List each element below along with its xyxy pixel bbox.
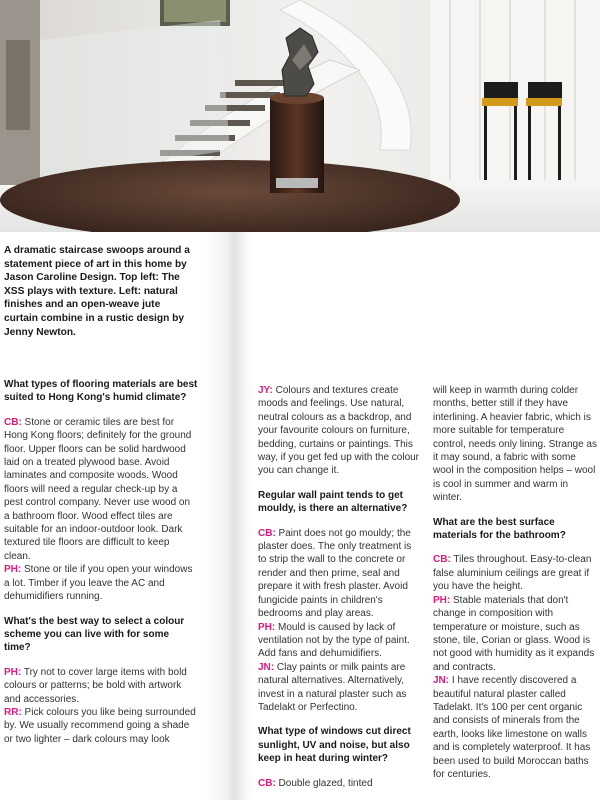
text-column-1 (4, 378, 198, 746)
answer (258, 661, 420, 715)
answer (4, 416, 198, 563)
speaker-initials: RR: (4, 706, 22, 718)
answer-text: Mould is caused by lack of ventilation not by the type of paint. Add fans and dehumidifiers. (258, 621, 410, 660)
speaker-initials: PH: (258, 621, 276, 633)
speaker-initials: JY: (258, 385, 273, 396)
question: What type of windows cut direct sunlight, UV and noise, but also keep in heat during winter? (258, 726, 411, 765)
answer-text: Paint does not go mouldy; the plaster does. The only treatment is to strip the wall to the concrete or render and then prime, seal and prepare it with fresh plaster. Avoid fungicide paints in children's bedrooms and play areas. (258, 527, 412, 620)
answer-text: Clay paints or milk paints are natural alternatives. Alternatively, invest in a natural plaster such as Tadelakt or Perfectino. (258, 661, 407, 713)
question: What's the best way to select a colour scheme you can live with for some time? (4, 615, 185, 654)
answer (258, 384, 420, 478)
answer (4, 666, 198, 706)
answer-text: Colours and textures create moods and feelings. Use natural, neutral colours as a backdrop, and your favourite colours on furniture, bedding, curtains or paintings. This way, if you get fed up with the colour you can change it. (258, 385, 420, 477)
answer-text: Pick colours you like being surrounded by. We usually recommend going a shade or two lighter – dark colours may look (4, 706, 196, 745)
magazine-spread (0, 232, 600, 800)
speaker-initials: PH: (4, 564, 22, 576)
text-column-3 (433, 384, 597, 781)
speaker-initials: JN: (433, 675, 450, 687)
answer-text: Stone or ceramic tiles are best for Hong Kong floors; definitely for the ground floor. Upper floors can be solid hardwood laid on a treated plywood base. Avoid laminates and composite woods. Wood floors will need a regular check-up by a pest control company. Never use wood on a bathroom floor. Wood effect tiles are suitable for an indoor-outdoor look. Dark textured tile floors are difficult to keep clean. (4, 416, 192, 562)
speaker-initials: PH: (4, 666, 22, 678)
answer-text: Stone or tile if you open your windows a lot. Timber if you leave the AC and dehumidifiers running. (4, 564, 193, 603)
answer-text: will keep in warmth during colder months, better still if they have interlining. A heavier fabric, which is more suitable for temperature control, needs only lining. Strange as it may sound, a fabric with some wool in the composition helps – wool is cool in summer and warm in winter. (433, 385, 597, 504)
answer-text: Try not to cover large items with bold colours or patterns; be bold with artwork and accessories. (4, 666, 187, 705)
speaker-initials: JN: (258, 661, 275, 673)
speaker-initials: CB: (4, 416, 22, 428)
answer (4, 706, 198, 746)
speaker-initials: CB: (258, 777, 276, 789)
answer (433, 674, 597, 781)
answer (258, 777, 420, 790)
speaker-initials: CB: (258, 527, 276, 539)
answer (433, 594, 597, 674)
speaker-initials: PH: (433, 594, 451, 606)
question: What are the best surface materials for the bathroom? (433, 516, 566, 542)
page-gutter (206, 232, 254, 800)
answer-text: Stable materials that don't change in composition with temperature or moisture, such as stone, tile, Corian or glass. Wood is not good with humidity as it expands and contracts. (433, 594, 595, 673)
answer-text: Double glazed, tinted (275, 777, 373, 789)
answer (4, 563, 198, 603)
speaker-initials: CB: (433, 554, 451, 566)
answer-text: I have recently discovered a beautiful natural plaster called Tadelakt. It's 100 per cent organic and consists of minerals from the earth, looks like limestone on walls and is completely waterproof. It has been used to build Moroccan baths for centuries. (433, 675, 591, 780)
staircase-photo (0, 0, 600, 232)
answer-text: Tiles throughout. Easy-to-clean false aluminium ceilings are great if you have the height. (433, 554, 592, 593)
photo-caption: A dramatic staircase swoops around a statement piece of art in this home by Jason Caroline Design. Top left: The XSS plays with texture. Left: natural finishes and an open-weave jute curtain combine in a rustic design by Jenny Newton. (4, 245, 190, 338)
answer (433, 553, 597, 593)
answer (258, 621, 420, 661)
answer (258, 527, 420, 621)
question: What types of flooring materials are best suited to Hong Kong's humid climate? (4, 379, 198, 404)
question: Regular wall paint tends to get mouldy, is there an alternative? (258, 489, 408, 515)
answer (433, 384, 597, 505)
text-column-2 (258, 384, 420, 790)
